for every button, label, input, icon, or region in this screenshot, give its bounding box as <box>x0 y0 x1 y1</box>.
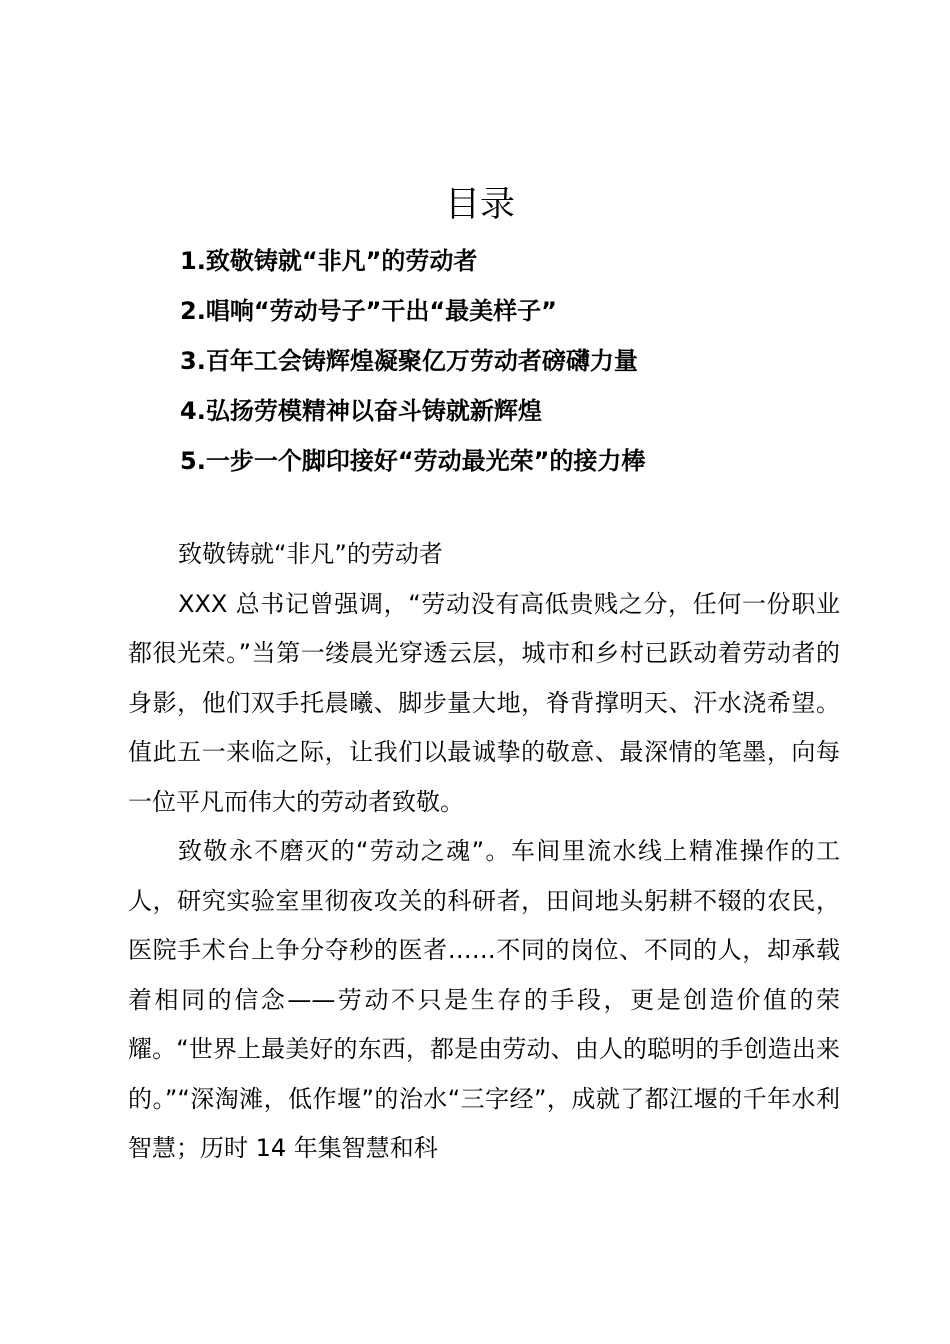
toc-list <box>180 236 645 486</box>
toc-title: 目录 <box>444 185 515 225</box>
toc-item-3: 3.百年工会铸辉煌凝聚亿万劳动者磅礴力量 <box>180 347 638 375</box>
article-paragraph-2: 致敬永不磨灭的“劳动之魂”。车间里流水线上精准操作的工人，研究实验室里彻夜攻关的科研者，田间地头躬耕不辍的农民，医院手术台上争分夺秒的医者……不同的岗位、不同的人，却承载着相同的信念——劳动不只是生存的手段，更是创造价值的荣耀。“世界上最美好的东西，都是由劳动、由人的聪明的手创造出来的。”“深淘滩，低作堰”的治水“三字经”，成就了都江堰的千年水利智慧；历时 14 年集智慧和科 <box>128 837 840 1162</box>
toc-item-2: 2.唱响“劳动号子”干出“最美样子” <box>180 297 557 325</box>
article-body <box>128 530 840 1174</box>
toc-item-4: 4.弘扬劳模精神以奋斗铸就新辉煌 <box>180 397 542 425</box>
article-heading: 致敬铸就“非凡”的劳动者 <box>178 540 443 568</box>
toc-item-5: 5.一步一个脚印接好“劳动最光荣”的接力棒 <box>180 447 646 475</box>
toc-item-1: 1.致敬铸就“非凡”的劳动者 <box>180 247 478 275</box>
article-paragraph-1: XXX 总书记曾强调，“劳动没有高低贵贱之分，任何一份职业都很光荣。”当第一缕晨光穿透云层，城市和乡村已跃动着劳动者的身影，他们双手托晨曦、脚步量大地，脊背撑明天、汗水浇希望。值此五一来临之际，让我们以最诚挚的敬意、最深情的笔墨，向每一位平凡而伟大的劳动者致敬。 <box>128 589 840 816</box>
